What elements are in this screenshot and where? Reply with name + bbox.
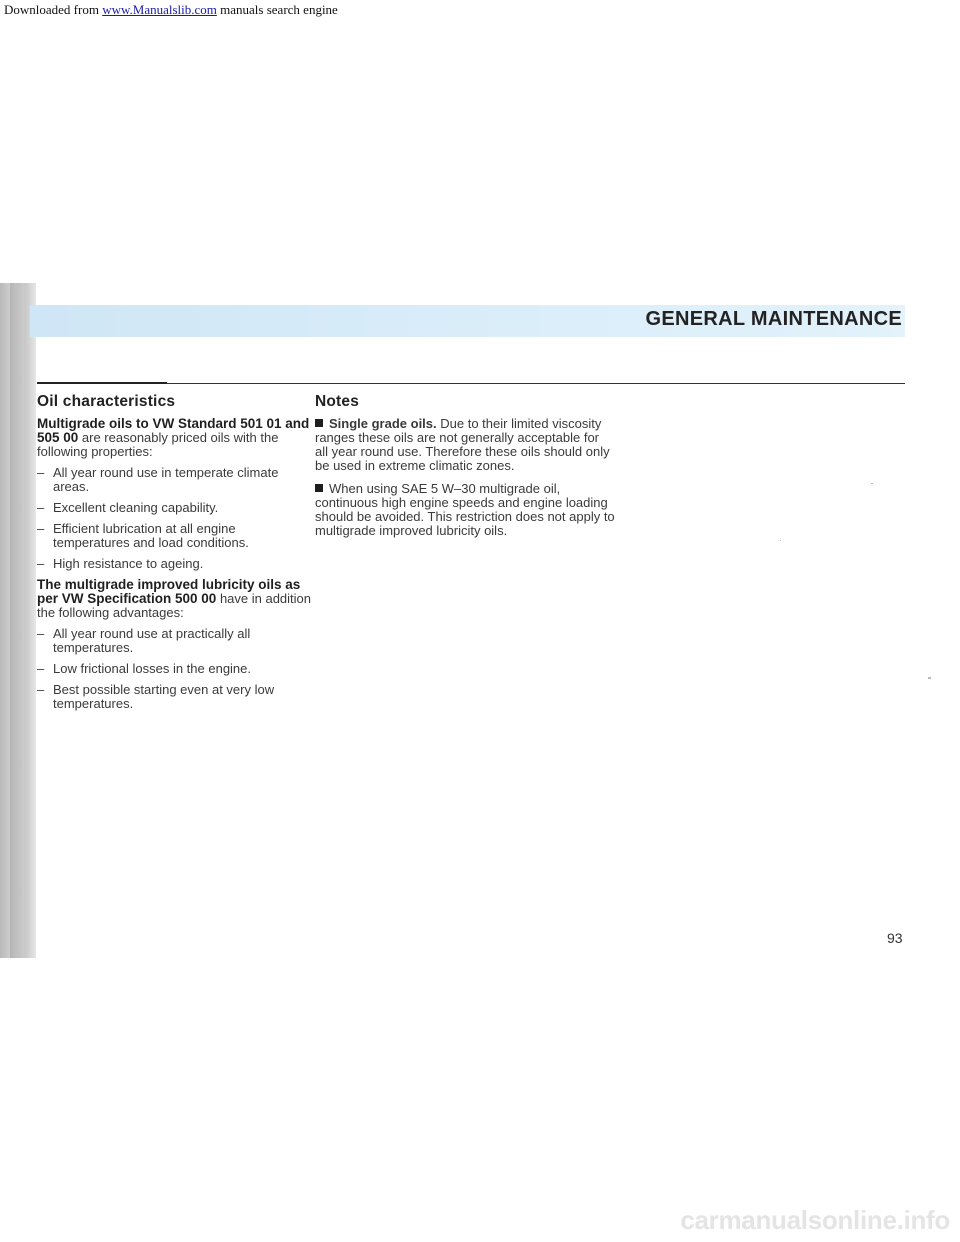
note-single-grade-bold: Single grade oils. bbox=[329, 416, 437, 431]
advantages-list bbox=[37, 627, 312, 711]
list-dash: – bbox=[37, 626, 45, 641]
scan-speck bbox=[871, 483, 873, 484]
square-bullet-icon bbox=[315, 484, 323, 492]
list-item bbox=[37, 522, 312, 550]
note-single-grade bbox=[315, 417, 615, 473]
improved-lubricity-intro bbox=[37, 578, 312, 620]
download-note-prefix: Downloaded from bbox=[4, 2, 103, 17]
notes-heading: Notes bbox=[315, 393, 360, 410]
notes-column bbox=[315, 395, 615, 547]
advantage-text: Low frictional losses in the engine. bbox=[53, 661, 252, 676]
advantage-text: Best possible starting even at very low temperatures. bbox=[53, 682, 275, 711]
manualslib-link[interactable]: www.Manualslib.com bbox=[102, 2, 217, 17]
list-item bbox=[37, 466, 312, 494]
list-item bbox=[37, 501, 312, 515]
page-edge-shadow bbox=[10, 283, 22, 958]
scan-speck bbox=[928, 677, 931, 679]
list-item bbox=[37, 683, 312, 711]
list-dash: – bbox=[37, 521, 45, 536]
download-note bbox=[4, 2, 338, 18]
header-rule bbox=[37, 383, 905, 384]
properties-list bbox=[37, 466, 312, 571]
page-number: 93 bbox=[887, 930, 903, 946]
list-item bbox=[37, 662, 312, 676]
list-dash: – bbox=[37, 556, 45, 571]
list-dash: – bbox=[37, 661, 45, 676]
advantage-text: All year round use at practically all temperatures. bbox=[53, 626, 251, 655]
list-item bbox=[37, 557, 312, 571]
property-text: Efficient lubrication at all engine temperatures and load conditions. bbox=[53, 521, 249, 550]
list-item bbox=[37, 627, 312, 655]
note-single-grade-text: Due to their limited viscosity ranges these oils are not generally acceptable for all year round use. Therefore these oils should only be used in extreme climatic zones. bbox=[315, 416, 610, 473]
list-dash: – bbox=[37, 465, 45, 480]
property-text: All year round use in temperate climate areas. bbox=[53, 465, 279, 494]
header-rule-accent bbox=[37, 382, 167, 384]
note-sae-5w30 bbox=[315, 482, 615, 538]
oil-characteristics-heading: Oil characteristics bbox=[37, 393, 176, 410]
list-dash: – bbox=[37, 500, 45, 515]
property-text: High resistance to ageing. bbox=[53, 556, 204, 571]
footer-watermark: carmanualsonline.info bbox=[680, 1205, 950, 1235]
scan-speck bbox=[780, 540, 781, 541]
section-title: GENERAL MAINTENANCE bbox=[645, 308, 902, 330]
list-dash: – bbox=[37, 682, 45, 697]
left-column bbox=[37, 395, 312, 718]
download-note-suffix: manuals search engine bbox=[216, 2, 338, 17]
square-bullet-icon bbox=[315, 419, 323, 427]
improved-lubricity-text: have in addition the following advantages: bbox=[37, 591, 312, 620]
multigrade-intro bbox=[37, 417, 312, 459]
property-text: Excellent cleaning capability. bbox=[53, 500, 219, 515]
multigrade-intro-bold: Multigrade oils to VW Standard 501 01 and 505 00 bbox=[37, 416, 310, 445]
improved-lubricity-bold: The multigrade improved lubricity oils as per VW Specification 500 00 bbox=[37, 577, 301, 606]
note-sae-5w30-text: When using SAE 5 W–30 multigrade oil, continuous high engine speeds and engine loading should be avoided. This restriction does not apply to multigrade improved lubricity oils. bbox=[315, 481, 615, 538]
multigrade-intro-text: are reasonably priced oils with the following properties: bbox=[37, 430, 279, 459]
